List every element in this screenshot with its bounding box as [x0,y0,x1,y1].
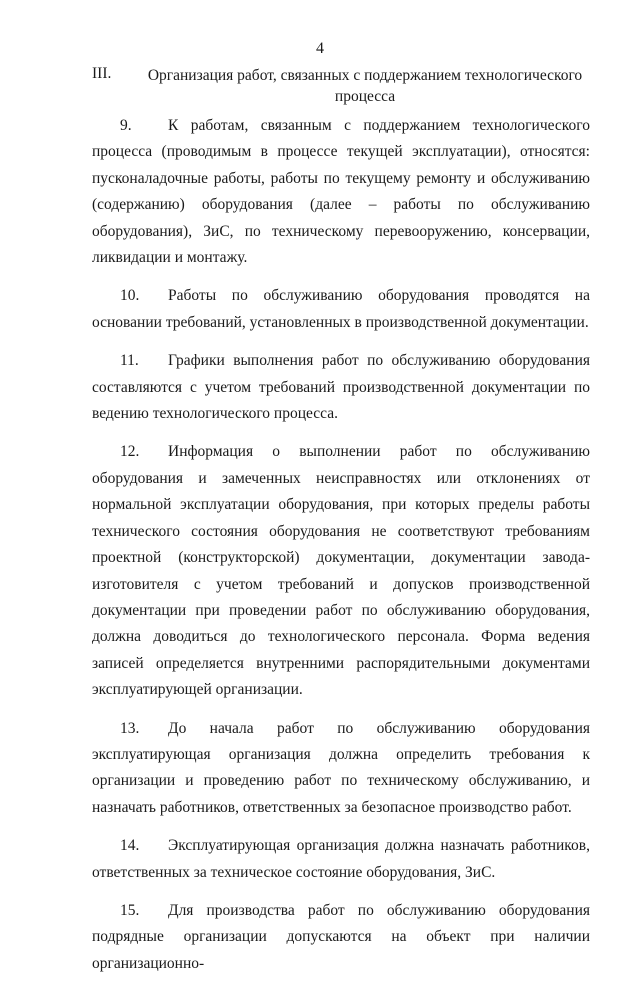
paragraph-text: Эксплуатирующая организация должна назначать работников, ответственных за техническое состояние оборудования, ЗиС. [92,837,590,881]
paragraph [92,283,590,336]
paragraph-text: Информация о выполнении работ по обслуживанию оборудования и замеченных неисправностях или отклонениях от нормальной эксплуатации оборудования, при которых пределы работы технического состояния оборудования не соответствуют требованиям проектной (конструкторской) документации, документации завода-изготовителя с учетом требований и допусков производственной документации при проведении работ по обслуживанию оборудования, должна доводиться до технологического персонала. Форма ведения записей определяется внутренними распорядительными документами эксплуатирующей организации. [92,443,590,699]
paragraph [92,833,590,886]
paragraph-number: 14. [120,837,140,855]
paragraph-number: 10. [120,287,140,305]
paragraph-text: Для производства работ по обслуживанию оборудования подрядные организации допускаются на объект при наличии организационно- [92,901,590,972]
paragraph [92,898,590,977]
paragraph [92,348,590,427]
document-body [92,113,590,989]
paragraph-text: Графики выполнения работ по обслуживанию оборудования составляются с учетом требований производственной документации по ведению технологического процесса. [92,352,590,423]
page-number: 4 [316,40,324,57]
paragraph [92,113,590,271]
section-title: Организация работ, связанных с поддержанием технологического процесса [147,67,583,105]
paragraph-text: Работы по обслуживанию оборудования проводятся на основании требований, установленных в производственной документации. [92,287,590,331]
paragraph-number: 12. [120,443,140,461]
paragraph-text: До начала работ по обслуживанию оборудования эксплуатирующая организация должна определить требования к организации и проведению работ по техническому обслуживанию, и назначать работников, ответственных за безопасное производство работ. [92,719,590,816]
paragraph-text: К работам, связанным с поддержанием технологического процесса (проводимым в процессе текущей эксплуатации), относятся: пусконаладочные работы, работы по текущему ремонту и обслуживанию (содержанию) оборудования (далее – работы по обслуживанию оборудования), ЗиС, по техническому перевооружению, консервации, ликвидации и монтажу. [92,117,590,267]
paragraph-number: 15. [120,901,140,919]
section-number: III. [92,65,112,82]
paragraph-number: 9. [120,117,132,134]
paragraph [92,716,590,822]
paragraph-number: 13. [120,719,140,737]
paragraph [92,439,590,703]
paragraph-number: 11. [120,352,139,370]
